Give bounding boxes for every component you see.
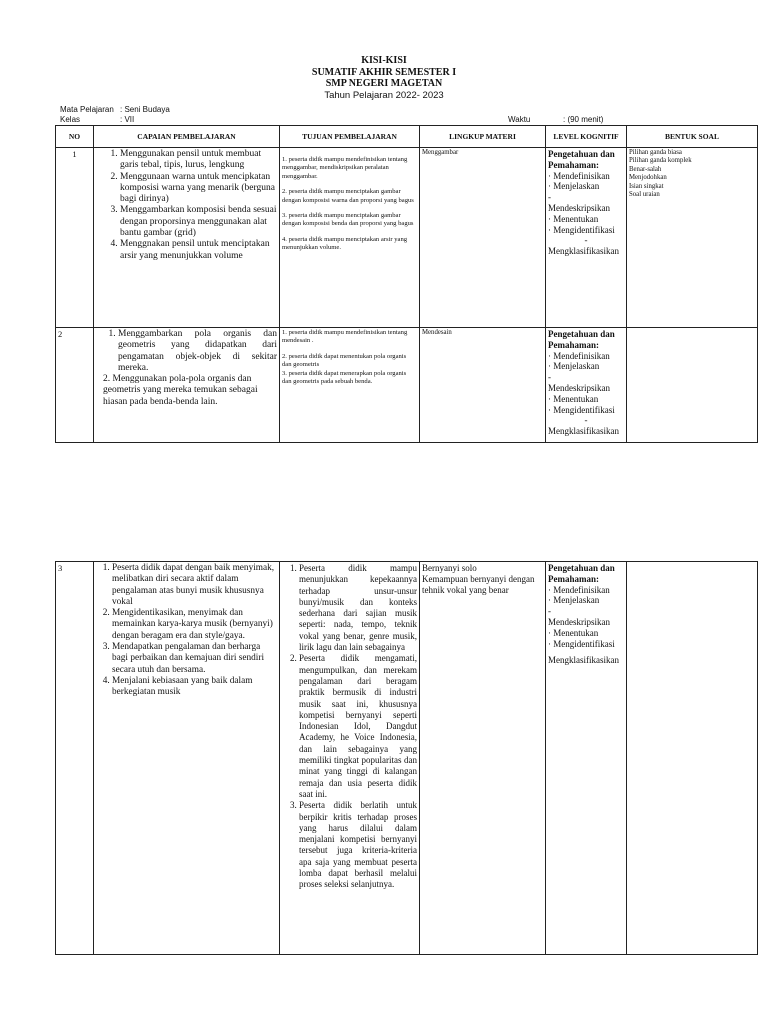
mapel-label: Mata Pelajaran (60, 105, 114, 114)
list-item: Soal uraian (629, 191, 660, 199)
lingkup-cell: Mendesain (420, 328, 546, 443)
level-cell (546, 328, 627, 443)
level-item: Mengklasifikasikan (548, 655, 619, 666)
lingkup-cell: Menggambar (420, 148, 546, 328)
mapel-value: : Seni Budaya (120, 105, 170, 114)
bentuk-cell (627, 148, 758, 328)
row-no: 3 (56, 562, 94, 955)
list-item: 4. Menggnakan pensil untuk menciptakan arsir yang menunjukkan volume (120, 239, 277, 262)
level-item: · Mengidentifikasi (548, 638, 615, 649)
level-cell (546, 562, 627, 955)
kelas-value: : VII (120, 115, 135, 124)
capaian-cell (94, 562, 280, 955)
list-item: 3. Peserta didik berlatih untuk berpikir kritis terhadap proses yang harus dilalui dalam menjalani kompetisi bernyanyi tersebut juga kriteria-kriteria apa saja yang membuat peserta lomba dapat berhasil melalui proses seleksi selanjutnya. (299, 800, 417, 890)
school-name: SMP NEGERI MAGETAN (325, 78, 443, 89)
level-item: Mendeskripsikan (548, 616, 610, 627)
level-item: · Menentukan (548, 627, 599, 638)
level-title: Pengetahuan dan (548, 329, 615, 339)
level-title: Pengetahuan dan (548, 149, 615, 159)
level-item: - (548, 606, 551, 617)
col-header-tujuan: TUJUAN PEMBELAJARAN (280, 126, 420, 148)
level-item: - (584, 235, 588, 246)
bentuk-cell (627, 328, 758, 443)
waktu-label: Waktu (508, 115, 531, 124)
level-item: · Mendefinisikan (548, 350, 610, 361)
list-item: 1. Peserta didik mampu menunjukkan kepekaannya terhadap unsur-unsur bunyi/musik dan konteks sederhana dari sajian musik seperti: nada, tempo, teknik vokal yang benar, genre musik, lirik lagu dan lain sebagainya (299, 563, 417, 653)
list-item: Menjodohkan (629, 174, 667, 182)
school-year: Tahun Pelajaran 2022- 2023 (324, 89, 444, 101)
list-item: 1. Menggunakan pensil untuk membuat garis tebal, tipis, lurus, lengkung (120, 149, 277, 172)
col-header-capaian: CAPAIAN PEMBELAJARAN (94, 126, 280, 148)
doc-title: KISI-KISI (361, 55, 407, 66)
level-item: - (548, 192, 551, 203)
level-item: · Mengidentifikasi (548, 404, 615, 415)
table-row (56, 148, 758, 328)
capaian-cell (94, 148, 280, 328)
table-row (56, 328, 758, 443)
col-header-bentuk: BENTUK SOAL (627, 126, 758, 148)
list-item: 2. Menggunaan warna untuk mencipkatan komposisi warna yang menarik (berguna bagi dirinya) (120, 172, 277, 206)
tujuan-cell (280, 562, 420, 955)
table-header-row (56, 126, 758, 148)
tujuan-cell (280, 328, 420, 443)
level-item: Mendeskripsikan (548, 202, 610, 213)
list-item: Isian singkat (629, 182, 664, 190)
list-item: 1. peserta didik mampu mendefinisikan tentang menggambar, mendiskripsikan peralatan menggambar. (282, 156, 408, 180)
level-item: Mendeskripsikan (548, 382, 610, 393)
doc-subtitle: SUMATIF AKHIR SEMESTER I (311, 66, 457, 78)
list-item: 3. peserta didik mampu menciptakan gambar dengan komposisi benda dan proporsi yang bagus (282, 212, 414, 228)
tujuan-cell (280, 148, 420, 328)
level-item: · Menjelaskan (548, 595, 600, 606)
level-item: - (584, 415, 588, 426)
col-header-level: LEVEL KOGNITIF (546, 126, 627, 148)
lingkup-cell: Bernyanyi solo Kemampuan bernyanyi dengan tehnik vokal yang benar (420, 562, 546, 955)
row-no: 2 (56, 328, 94, 443)
list-item: 3. Mendapatkan pengalaman dan berharga bagi perbaikan dan kemajuan diri sendiri secara utuh dan bersama. (112, 642, 277, 676)
level-item: · Menentukan (548, 213, 599, 224)
waktu-value: : (90 menit) (563, 115, 604, 124)
level-item: · Mengidentifikasi (548, 224, 615, 235)
capaian-cell (94, 328, 280, 443)
level-title: Pemahaman: (548, 573, 599, 584)
list-item: 2. peserta didik mampu menciptakan gambar dengan komposisi warna dan proporsi yang bagus (282, 188, 414, 204)
level-item: Mengklasifikasikan (548, 426, 619, 437)
level-item: · Mendefinisikan (548, 584, 610, 595)
bentuk-cell (627, 562, 758, 955)
list-item: 1. peserta didik mampu mendefinisikan tentang mendesain . (282, 329, 408, 345)
kisi-table-1 (55, 125, 758, 443)
level-title: Pemahaman: (548, 159, 599, 170)
list-item: 2. peserta didik dapat menentukan pola organis dan geometris (282, 352, 407, 369)
row-no: 1 (56, 148, 94, 328)
list-item: Pilihan ganda komplek (629, 157, 692, 165)
kelas-label: Kelas (60, 115, 81, 124)
list-item: 3. Menggambarkan komposisi benda sesuai dengan proporsinya menggunakan alat bantu gambar (grid) (120, 205, 277, 239)
list-item: 4. Menjalani kebiasaan yang baik dalam berkegiatan musik (112, 676, 277, 699)
kisi-table-2 (55, 561, 758, 955)
level-item: · Menjelaskan (548, 181, 600, 192)
list-item: 2. Mengidentikasikan, menyimak dan memainkan karya-karya musik (bernyanyi) dengan beragam era dan style/gaya. (112, 608, 277, 642)
list-item: 2. Peserta didik mengamati, mengumpulkan, dan merekam pengalaman dari beragam praktik bermusik di industri musik saat ini, khususnya kompetisi bernyanyi seperti Indonesian Idol, Dangdut Academy, he Voice Indonesia, dan lain sebagainya yang memiliki tingkat popularitas dan minat yang tinggi di kalangan remaja dan usia peserta didik saat ini. (299, 653, 417, 800)
level-item: - (548, 372, 551, 383)
document-header (0, 55, 768, 101)
list-item: 1. Peserta didik dapat dengan baik menyimak, melibatkan diri secara aktif dalam pengalaman atas bunyi musik khususnya vokal (112, 563, 277, 608)
list-item: 4. peserta didik mampu menciptakan arsir yang menunjukkan volume. (282, 235, 408, 252)
level-item: · Menjelaskan (548, 361, 600, 372)
list-item: Pilihan ganda biasa (629, 149, 682, 156)
col-header-no: NO (56, 126, 94, 148)
level-item: Mengklasifikasikan (548, 246, 619, 257)
level-title: Pemahaman: (548, 339, 599, 350)
col-header-lingkup: LINGKUP MATERI (420, 126, 546, 148)
list-item: 2. Menggunakan pola-pola organis dan geometris yang mereka temukan sebagai hiasan pada benda-benda lain. (103, 374, 258, 407)
list-item: 1. Menggambarkan pola organis dan geometris yang didapatkan dari pengamatan objek-objek di sekitar mereka. (118, 329, 277, 374)
list-item: 3. peserta didik dapat menerapkan pola organis dan geometris pada sebuah benda. (282, 369, 407, 386)
level-title: Pengetahuan dan (548, 563, 615, 573)
level-cell (546, 148, 627, 328)
level-item: · Menentukan (548, 393, 599, 404)
list-item: Benar-salah (629, 165, 662, 173)
level-item: · Mendefinisikan (548, 170, 610, 181)
table-row (56, 562, 758, 955)
